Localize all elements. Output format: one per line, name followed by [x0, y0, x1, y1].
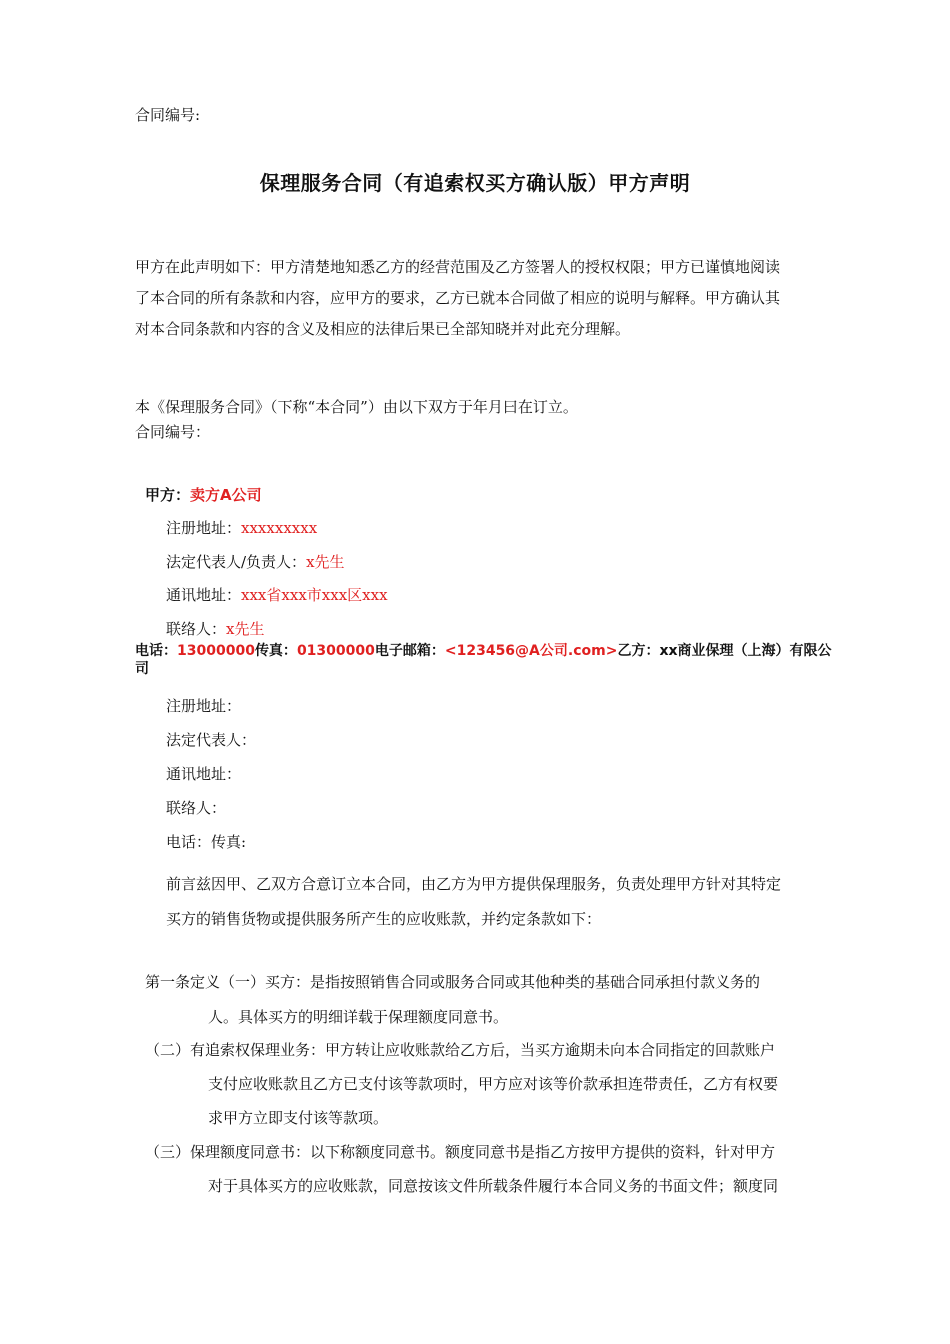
party-a-rep-label: 法定代表人/负责人： [166, 553, 307, 571]
party-b-reg-address-label: 注册地址： [166, 697, 242, 715]
party-b-heading: 乙方：xx商业保理（上海）有限公司 [135, 643, 832, 677]
party-a-mail-address [166, 584, 388, 605]
intro-contract-number-label: 合同编号： [135, 423, 211, 441]
party-b-rep-label: 法定代表人： [166, 731, 257, 749]
party-a-representative [166, 551, 345, 572]
preamble-line-2: 买方的销售货物或提供服务所产生的应收账款，并约定条款如下： [166, 910, 602, 928]
party-a-reg-address-label: 注册地址： [166, 519, 242, 537]
party-a-contact-details [135, 642, 835, 678]
article1-def1-line-1: 第一条定义（一）买方：是指按照销售合同或服务合同或其他种类的基础合同承担付款义务的 [145, 973, 761, 991]
party-a-reg-address [166, 517, 317, 538]
article1-def2-line-2: 支付应收账款且乙方已支付该等款项时，甲方应对该等价款承担连带责任，乙方有权要 [208, 1075, 779, 1093]
party-a-rep-value: x先生 [306, 553, 345, 571]
contract-number-label: 合同编号: [135, 106, 201, 124]
party-a-fax-value: 01300000 [296, 643, 375, 659]
party-a-name: 卖方A公司 [190, 486, 262, 504]
party-a-reg-address-value: xxxxxxxxx [241, 519, 318, 537]
declaration-line-3: 对本合同条款和内容的含义及相应的法律后果已全部知晓并对此充分理解。 [135, 320, 631, 338]
party-a-fax-label: 传真： [254, 643, 297, 659]
party-a-contact-label: 联络人： [166, 620, 227, 638]
party-a-contact-value: x先生 [226, 620, 265, 638]
party-a-phone-label: 电话： [135, 643, 177, 659]
party-a-mail-address-label: 通讯地址： [166, 586, 242, 604]
party-b-contact-label: 联络人： [166, 799, 227, 817]
article1-def3-line-1: （三）保理额度同意书：以下称额度同意书。额度同意书是指乙方按甲方提供的资料，针对甲方 [145, 1143, 776, 1161]
declaration-line-2: 了本合同的所有条款和内容，应甲方的要求，乙方已就本合同做了相应的说明与解释。甲方确认其 [135, 289, 781, 307]
party-a-email-value: <123456@A公司.com> [444, 643, 618, 659]
preamble-line-1: 前言兹因甲、乙双方合意订立本合同，由乙方为甲方提供保理服务，负责处理甲方针对其特定 [166, 875, 782, 893]
article1-def2-line-3: 求甲方立即支付该等款项。 [208, 1109, 389, 1127]
page-title: 保理服务合同（有追索权买方确认版）甲方声明 [259, 171, 691, 195]
party-a-heading [145, 484, 262, 505]
article1-def1-line-2: 人。具体买方的明细详载于保理额度同意书。 [208, 1008, 509, 1026]
party-a-email-label: 电子邮箱： [374, 643, 445, 659]
party-a-contact [166, 618, 264, 639]
article1-def2-line-1: （二）有追索权保理业务：甲方转让应收账款给乙方后，当买方逾期未向本合同指定的回款账户 [145, 1041, 776, 1059]
party-b-phone-fax-label: 电话：传真: [166, 833, 247, 851]
article1-def3-line-2: 对于具体买方的应收账款，同意按该文件所载条件履行本合同义务的书面文件；额度同 [208, 1177, 779, 1195]
party-a-phone-value: 13000000 [177, 643, 255, 659]
intro-line: 本《保理服务合同》（下称“本合同”）由以下双方于年月曰在订立。 [135, 398, 578, 416]
party-b-mail-address-label: 通讯地址： [166, 765, 242, 783]
party-a-mail-address-value: xxx省xxx市xxx区xxx [241, 586, 388, 604]
declaration-line-1: 甲方在此声明如下：甲方清楚地知悉乙方的经营范围及乙方签署人的授权权限；甲方已谨慎地阅读 [135, 258, 781, 276]
party-a-label: 甲方： [145, 486, 191, 504]
